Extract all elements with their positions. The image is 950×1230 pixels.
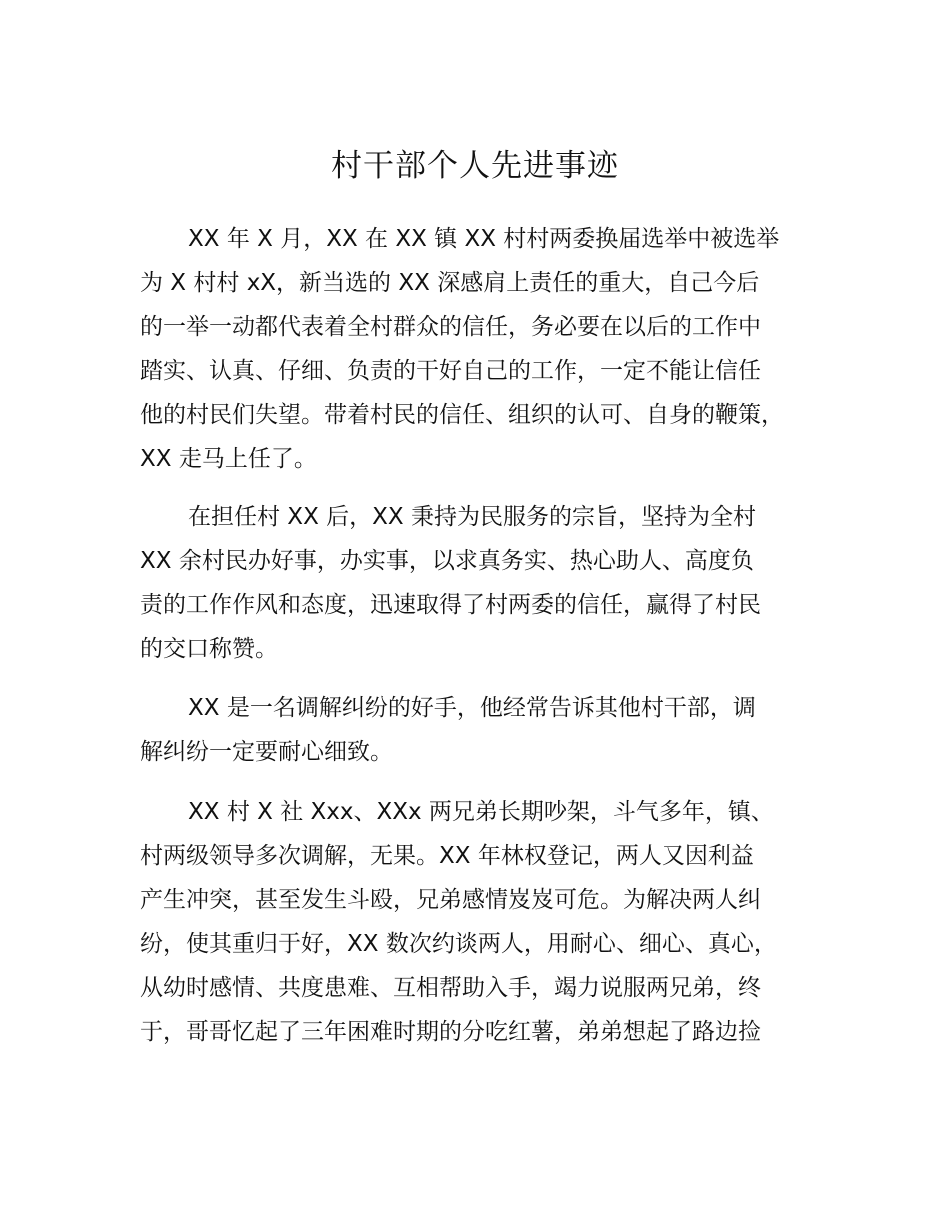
paragraph-line: 村两级领导多次调解，无果。XX 年林权登记，两人又因利益 xyxy=(140,843,754,869)
paragraph-line: XX 年 X 月，XX 在 XX 镇 XX 村村两委换届选举中被选举 xyxy=(188,226,780,252)
paragraph-line: 产生冲突，甚至发生斗殴，兄弟感情岌岌可危。为解决两人纠 xyxy=(140,887,761,913)
paragraph-line: 于，哥哥忆起了三年困难时期的分吃红薯，弟弟想起了路边捡 xyxy=(140,1019,761,1045)
paragraph-line: 纷，使其重归于好，XX 数次约谈两人，用耐心、细心、真心， xyxy=(140,931,777,957)
paragraph-line: XX 走马上任了。 xyxy=(140,446,317,472)
paragraph-line: 踏实、认真、仔细、负责的干好自己的工作，一定不能让信任 xyxy=(140,358,761,384)
paragraph-line: XX 村 X 社 Xxx、XXx 两兄弟长期吵架，斗气多年，镇、 xyxy=(188,799,774,825)
paragraph-line: 的交口称赞。 xyxy=(140,636,278,662)
paragraph-line: 从幼时感情、共度患难、互相帮助入手，竭力说服两兄弟，终 xyxy=(140,975,761,1001)
paragraph-line: 责的工作作风和态度，迅速取得了村两委的信任，赢得了村民 xyxy=(140,592,761,618)
paragraph-line: 他的村民们失望。带着村民的信任、组织的认可、自身的鞭策， xyxy=(140,402,784,428)
paragraph-line: 在担任村 XX 后，XX 秉持为民服务的宗旨，坚持为全村 xyxy=(188,504,756,530)
paragraph-line: 的一举一动都代表着全村群众的信任，务必要在以后的工作中 xyxy=(140,314,761,340)
paragraph-line: XX 余村民办好事，办实事，以求真务实、热心助人、高度负 xyxy=(140,548,754,574)
paragraph-line: 解纠纷一定要耐心细致。 xyxy=(140,739,393,765)
document-title: 村干部个人先进事迹 xyxy=(331,148,619,184)
paragraph-line: XX 是一名调解纠纷的好手，他经常告诉其他村干部，调 xyxy=(188,695,756,721)
paragraph-line: 为 X 村村 xX，新当选的 XX 深感肩上责任的重大，自己今后 xyxy=(140,270,760,296)
